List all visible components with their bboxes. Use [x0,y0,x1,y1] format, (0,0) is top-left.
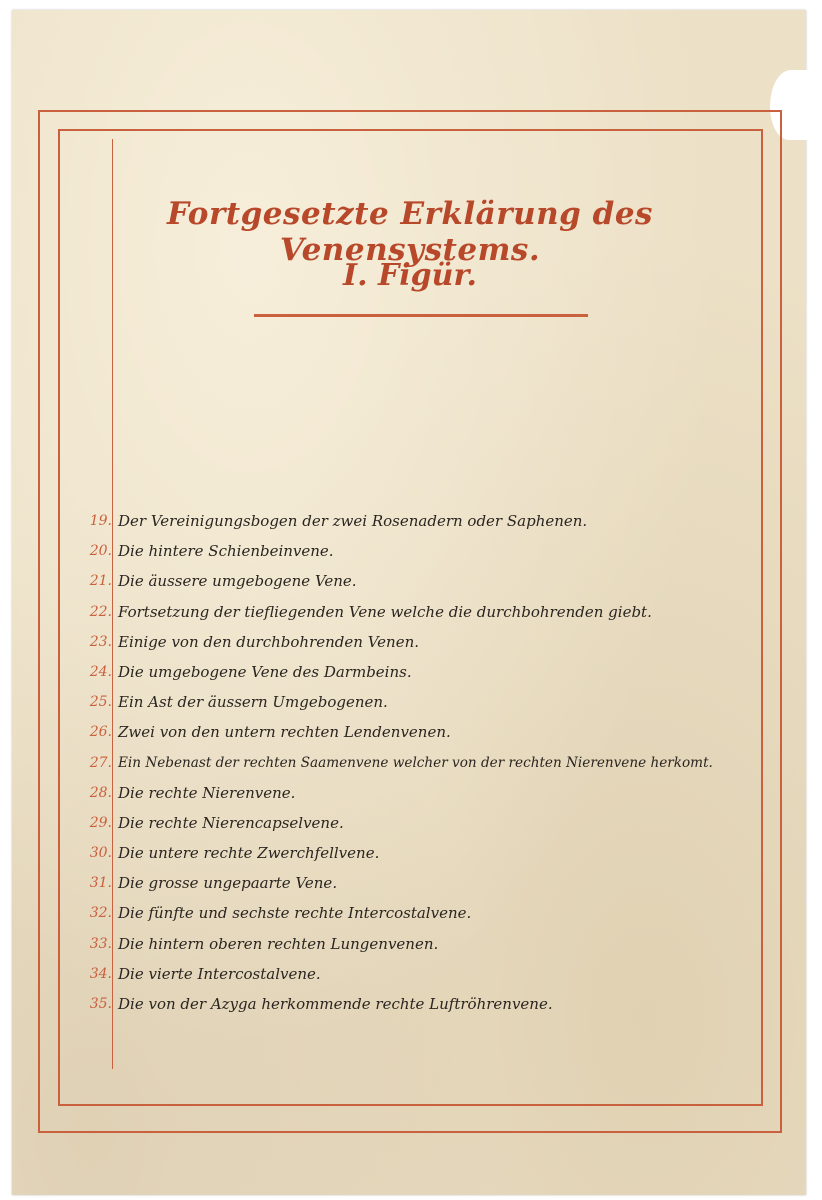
entry-text: Die hintere Schienbeinvene. [118,542,334,561]
entry-text: Die vierte Intercostalvene. [118,964,321,983]
entry-text: Die umgebogene Vene des Darmbeins. [118,662,412,681]
list-item [60,868,760,898]
entry-number: 21. [89,573,112,590]
entry-text: Ein Nebenast der rechten Saamenvene welcher von der rechten Nierenvene herkomt. [118,754,713,771]
list-item [60,778,760,808]
list-item [60,657,760,687]
entry-text: Der Vereinigungsbogen der zwei Rosenadern oder Saphenen. [118,512,588,530]
list-item [60,506,760,536]
list-item [60,989,760,1019]
entry-number: 22. [89,603,112,620]
list-item [60,627,760,657]
entry-list [60,506,760,1019]
entry-number: 26. [89,724,112,741]
entry-number: 25. [89,694,112,711]
entry-text: Die rechte Nierencapselvene. [118,813,344,832]
list-item [60,838,760,868]
entry-number: 20. [89,543,112,560]
entry-number: 24. [89,663,112,680]
entry-text: Ein Ast der äussern Umgebogenen. [118,693,388,712]
entry-number: 35. [89,996,112,1012]
list-item [60,597,760,627]
list-item [60,898,760,928]
list-item [60,808,760,838]
list-item [60,536,760,566]
entry-text: Zwei von den untern rechten Lendenvenen. [118,723,451,742]
entry-text: Die fünfte und sechste rechte Intercostalvene. [118,904,472,923]
entry-number: 23. [89,633,112,650]
entry-number: 28. [89,784,112,801]
entry-text: Die von der Azyga herkommende rechte Luftröhrenvene. [118,995,553,1013]
entry-text: Die grosse ungepaarte Vene. [118,874,338,893]
entry-text: Die rechte Nierenvene. [118,783,296,802]
title-underline [254,314,588,317]
entry-number: 27. [89,754,112,771]
entry-number: 33. [89,935,112,952]
entry-text: Die äussere umgebogene Vene. [118,572,357,591]
entry-text: Fortsetzung der tiefliegenden Vene welche die durchbohrenden giebt. [118,602,652,621]
entry-number: 19. [89,513,112,529]
page-title: Fortgesetzte Erklärung des Venensystems. [166,196,653,268]
entry-number: 29. [89,814,112,831]
list-item [60,748,760,778]
list-item [60,717,760,747]
list-item [60,566,760,596]
figure-heading: I. Figür. [343,258,477,293]
entry-number: 30. [89,845,112,862]
entry-number: 31. [89,875,112,892]
entry-text: Einige von den durchbohrenden Venen. [118,632,419,651]
entry-text: Die hintern oberen rechten Lungenvenen. [118,934,439,953]
list-item [60,929,760,959]
list-item [60,959,760,989]
list-item [60,687,760,717]
entry-number: 32. [89,905,112,922]
entry-number: 34. [89,965,112,982]
entry-text: Die untere rechte Zwerchfellvene. [118,844,380,863]
